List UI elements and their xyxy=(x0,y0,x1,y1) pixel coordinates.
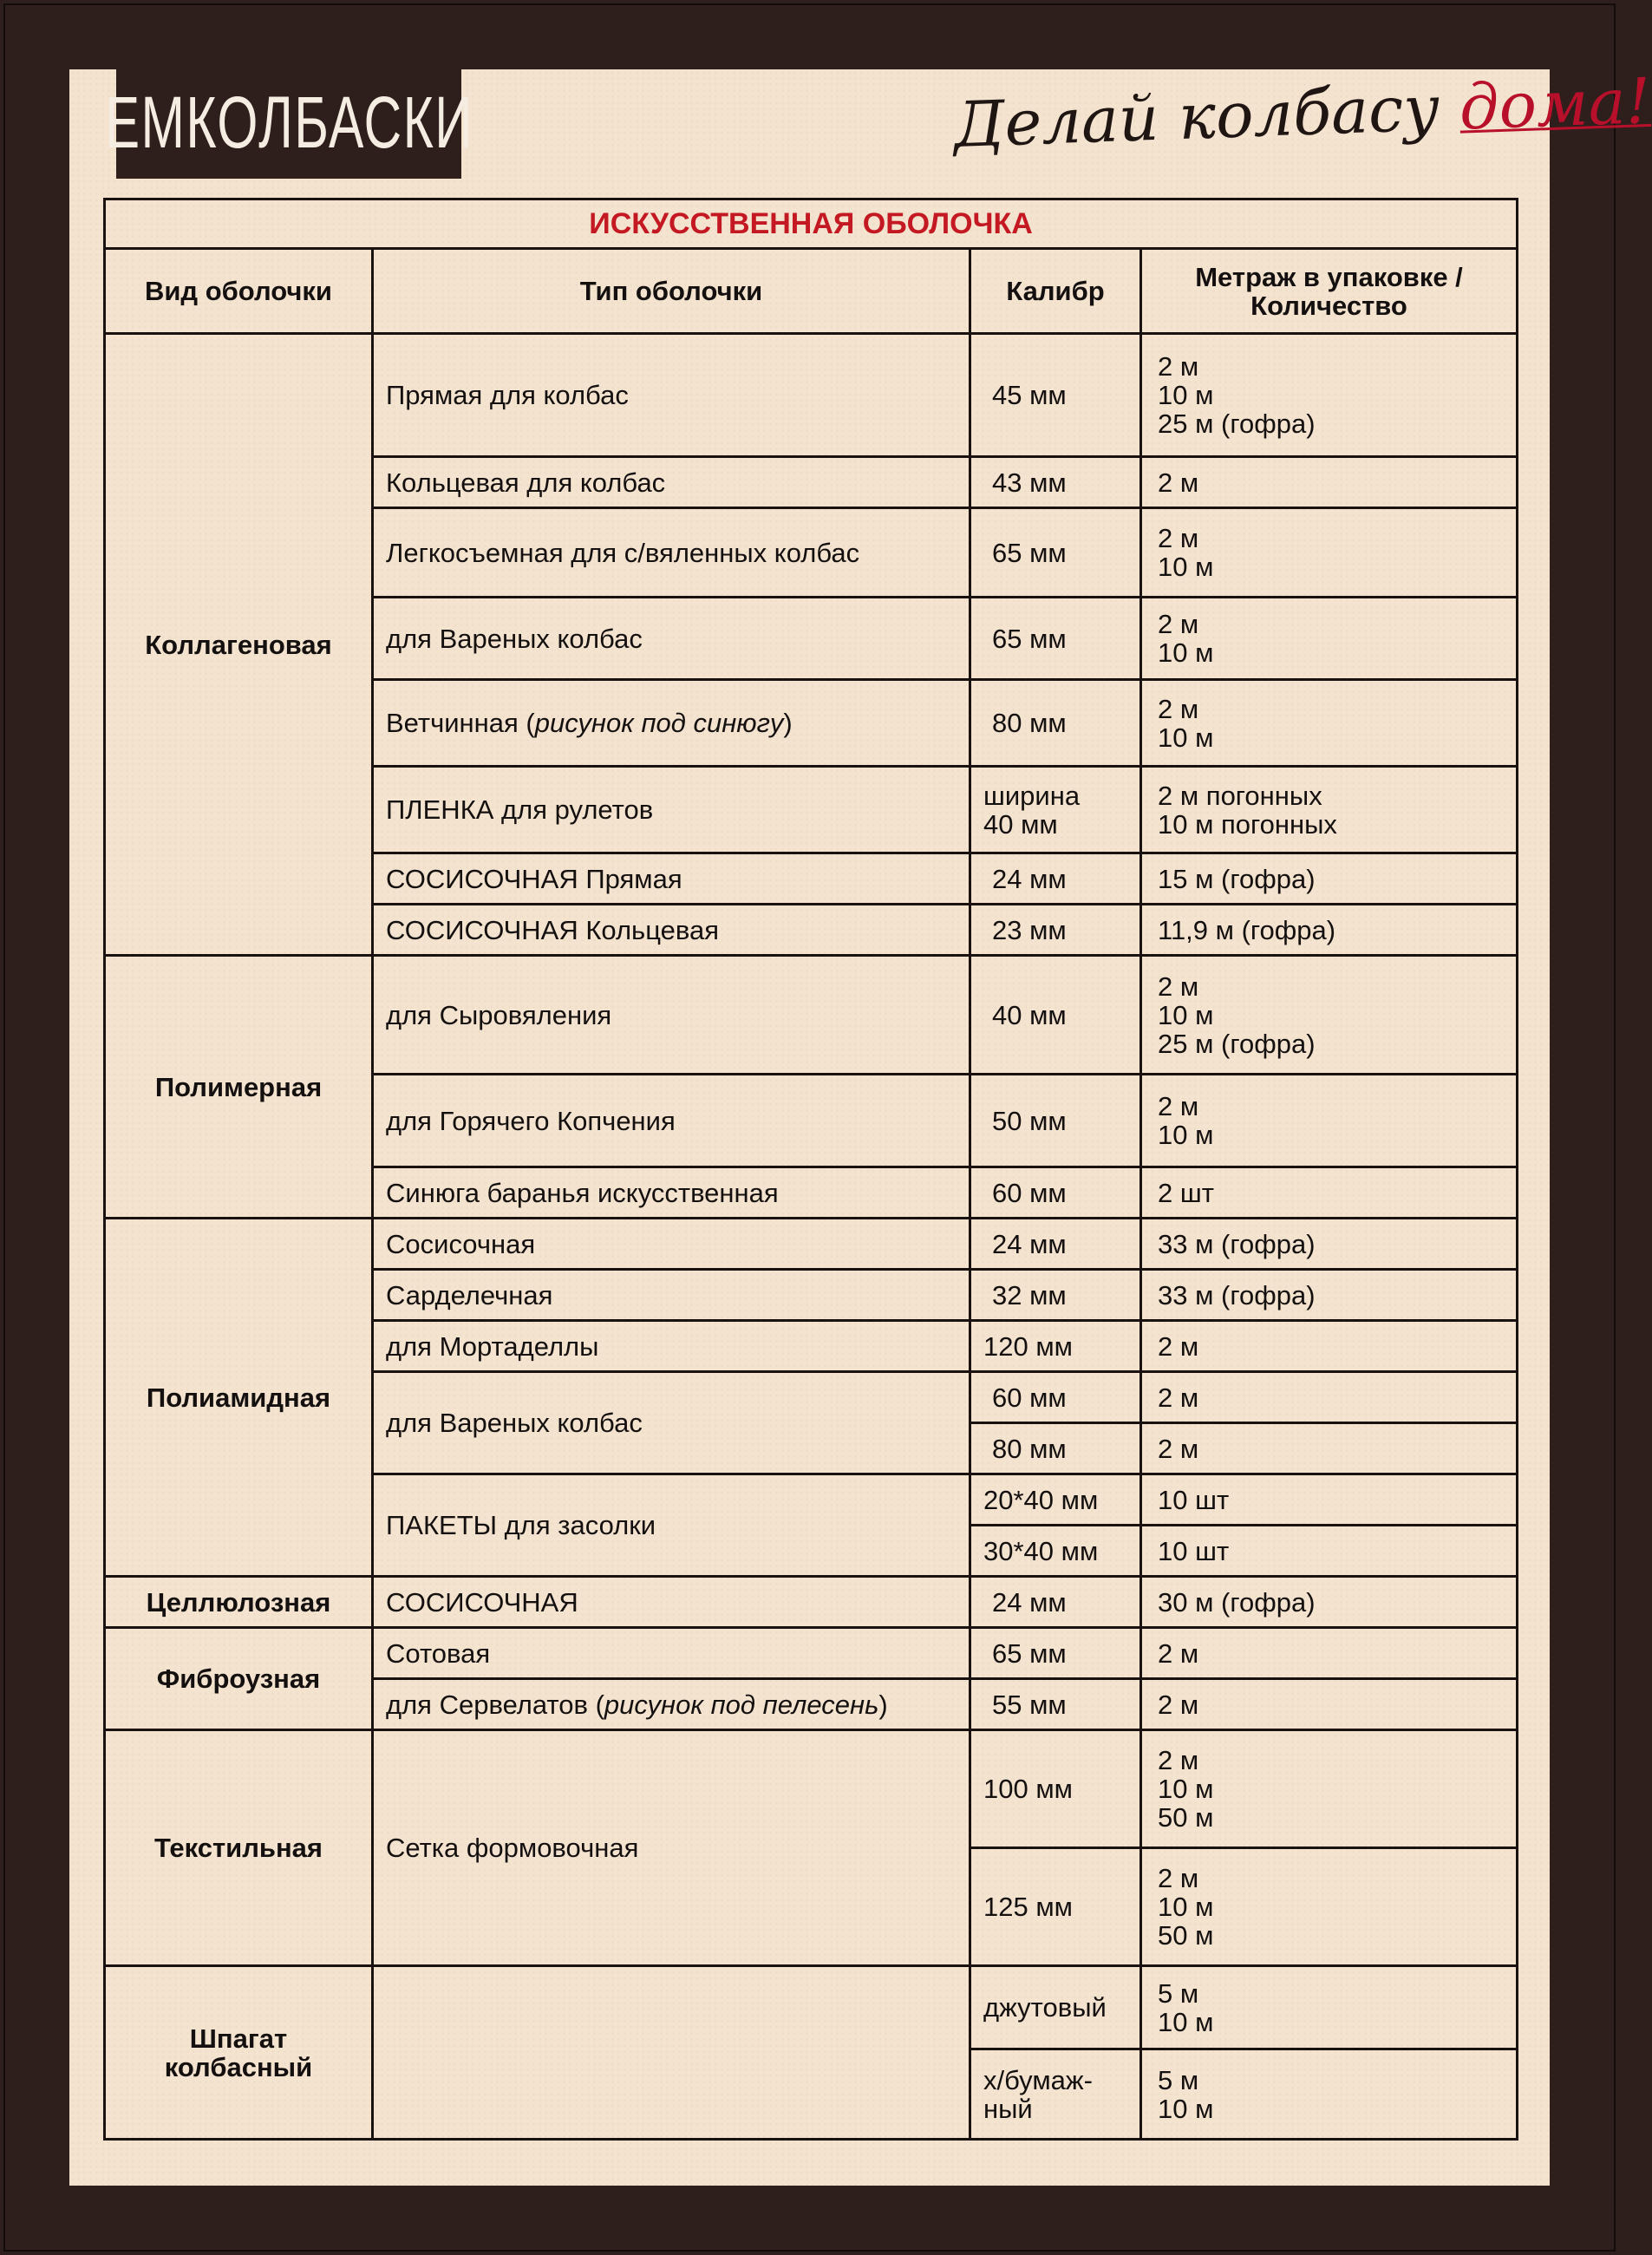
type-cell: для Мортаделлы xyxy=(373,1321,970,1372)
table-title: ИСКУССТВЕННАЯ ОБОЛОЧКА xyxy=(105,199,1518,249)
type-cell: Прямая для колбас xyxy=(373,334,970,457)
table-row xyxy=(105,1628,1518,1679)
caliber-cell: 24 мм xyxy=(970,1219,1141,1270)
group-twine: Шпагат колбасный xyxy=(105,1966,373,2140)
qty-cell: 2 м 10 м 50 м xyxy=(1141,1848,1518,1966)
header-row xyxy=(105,249,1518,334)
type-cell: СОСИСОЧНАЯ xyxy=(373,1577,970,1628)
header-qty: Метраж в упаковке / Количество xyxy=(1141,249,1518,334)
caliber-cell: джутовый xyxy=(970,1966,1141,2049)
caliber-cell: 60 мм xyxy=(970,1372,1141,1423)
type-text: для Сервелатов ( xyxy=(386,1689,604,1720)
group-polymer: Полимерная xyxy=(105,956,373,1219)
caliber-cell: 65 мм xyxy=(970,598,1141,680)
type-cell: для Вареных колбас xyxy=(373,598,970,680)
caliber-cell: 65 мм xyxy=(970,508,1141,598)
group-fibrous: Фиброузная xyxy=(105,1628,373,1730)
caliber-cell: 43 мм xyxy=(970,457,1141,508)
brand-logo xyxy=(104,66,473,179)
qty-cell: 2 м xyxy=(1141,457,1518,508)
type-cell: Сарделечная xyxy=(373,1270,970,1321)
group-collagen: Коллагеновая xyxy=(105,334,373,956)
caliber-cell: 20*40 мм xyxy=(970,1474,1141,1526)
qty-cell: 2 м 10 м 25 м (гофра) xyxy=(1141,956,1518,1075)
type-note: рисунок под синюгу xyxy=(534,708,784,738)
type-cell: для Вареных колбас xyxy=(373,1372,970,1474)
qty-cell: 2 м xyxy=(1141,1423,1518,1474)
qty-cell: 2 м 10 м 50 м xyxy=(1141,1730,1518,1848)
brand-name: ЕМКОЛБАСКИ xyxy=(104,81,473,163)
caliber-cell: 24 мм xyxy=(970,853,1141,905)
type-cell xyxy=(373,1966,970,2140)
qty-cell: 11,9 м (гофра) xyxy=(1141,905,1518,956)
type-note: рисунок под пелесень xyxy=(604,1689,879,1720)
type-cell: ПАКЕТЫ для засолки xyxy=(373,1474,970,1577)
table-row xyxy=(105,1730,1518,1848)
qty-cell: 15 м (гофра) xyxy=(1141,853,1518,905)
type-cell: СОСИСОЧНАЯ Кольцевая xyxy=(373,905,970,956)
caliber-cell: 60 мм xyxy=(970,1167,1141,1219)
caliber-cell: 30*40 мм xyxy=(970,1526,1141,1577)
qty-cell: 5 м 10 м xyxy=(1141,1966,1518,2049)
type-cell: Сетка формовочная xyxy=(373,1730,970,1966)
caliber-cell: 100 мм xyxy=(970,1730,1141,1848)
type-text: Ветчинная ( xyxy=(386,708,535,738)
table-row xyxy=(105,956,1518,1075)
group-textile: Текстильная xyxy=(105,1730,373,1966)
type-text-end: ) xyxy=(878,1689,888,1720)
qty-cell: 10 шт xyxy=(1141,1526,1518,1577)
type-cell xyxy=(373,1679,970,1730)
qty-cell: 5 м 10 м xyxy=(1141,2049,1518,2140)
table-row xyxy=(105,1966,1518,2049)
qty-cell: 33 м (гофра) xyxy=(1141,1270,1518,1321)
qty-cell: 2 м xyxy=(1141,1372,1518,1423)
qty-cell: 2 м 10 м xyxy=(1141,508,1518,598)
qty-cell: 2 м 10 м xyxy=(1141,1075,1518,1167)
caliber-cell: 125 мм xyxy=(970,1848,1141,1966)
caliber-cell: 80 мм xyxy=(970,1423,1141,1474)
header-kind: Вид оболочки xyxy=(105,249,373,334)
qty-cell: 2 м погонных 10 м погонных xyxy=(1141,767,1518,853)
caliber-cell: 50 мм xyxy=(970,1075,1141,1167)
qty-cell: 30 м (гофра) xyxy=(1141,1577,1518,1628)
caliber-cell: ширина 40 мм xyxy=(970,767,1141,853)
type-cell: ПЛЕНКА для рулетов xyxy=(373,767,970,853)
group-cellulose: Целлюлозная xyxy=(105,1577,373,1628)
type-cell: Сосисочная xyxy=(373,1219,970,1270)
type-cell: Синюга баранья искусственная xyxy=(373,1167,970,1219)
group-polyamide: Полиамидная xyxy=(105,1219,373,1577)
caliber-cell: 65 мм xyxy=(970,1628,1141,1679)
table-row xyxy=(105,1577,1518,1628)
qty-cell: 2 м 10 м xyxy=(1141,680,1518,767)
slogan-main: Делай колбасу xyxy=(952,70,1461,161)
caliber-cell: 120 мм xyxy=(970,1321,1141,1372)
type-cell xyxy=(373,680,970,767)
caliber-cell: 55 мм xyxy=(970,1679,1141,1730)
type-cell: для Горячего Копчения xyxy=(373,1075,970,1167)
header-type: Тип оболочки xyxy=(373,249,970,334)
qty-cell: 2 м xyxy=(1141,1628,1518,1679)
qty-cell: 2 шт xyxy=(1141,1167,1518,1219)
table-row xyxy=(105,1219,1518,1270)
caliber-cell: 23 мм xyxy=(970,905,1141,956)
type-text-end: ) xyxy=(783,708,793,738)
table-row xyxy=(105,334,1518,457)
caliber-cell: 45 мм xyxy=(970,334,1141,457)
caliber-cell: х/бумаж- ный xyxy=(970,2049,1141,2140)
type-cell: для Сыровяления xyxy=(373,956,970,1075)
qty-cell: 2 м xyxy=(1141,1679,1518,1730)
qty-cell: 2 м 10 м 25 м (гофра) xyxy=(1141,334,1518,457)
caliber-cell: 32 мм xyxy=(970,1270,1141,1321)
header-caliber: Калибр xyxy=(970,249,1141,334)
casing-table xyxy=(103,198,1518,2141)
type-cell: Кольцевая для колбас xyxy=(373,457,970,508)
slogan-accent: дома! xyxy=(1458,63,1652,144)
qty-cell: 10 шт xyxy=(1141,1474,1518,1526)
type-cell: Легкосъемная для с/вяленных колбас xyxy=(373,508,970,598)
caliber-cell: 80 мм xyxy=(970,680,1141,767)
caliber-cell: 24 мм xyxy=(970,1577,1141,1628)
qty-cell: 2 м xyxy=(1141,1321,1518,1372)
type-cell: СОСИСОЧНАЯ Прямая xyxy=(373,853,970,905)
qty-cell: 2 м 10 м xyxy=(1141,598,1518,680)
type-cell: Сотовая xyxy=(373,1628,970,1679)
qty-cell: 33 м (гофра) xyxy=(1141,1219,1518,1270)
caliber-cell: 40 мм xyxy=(970,956,1141,1075)
